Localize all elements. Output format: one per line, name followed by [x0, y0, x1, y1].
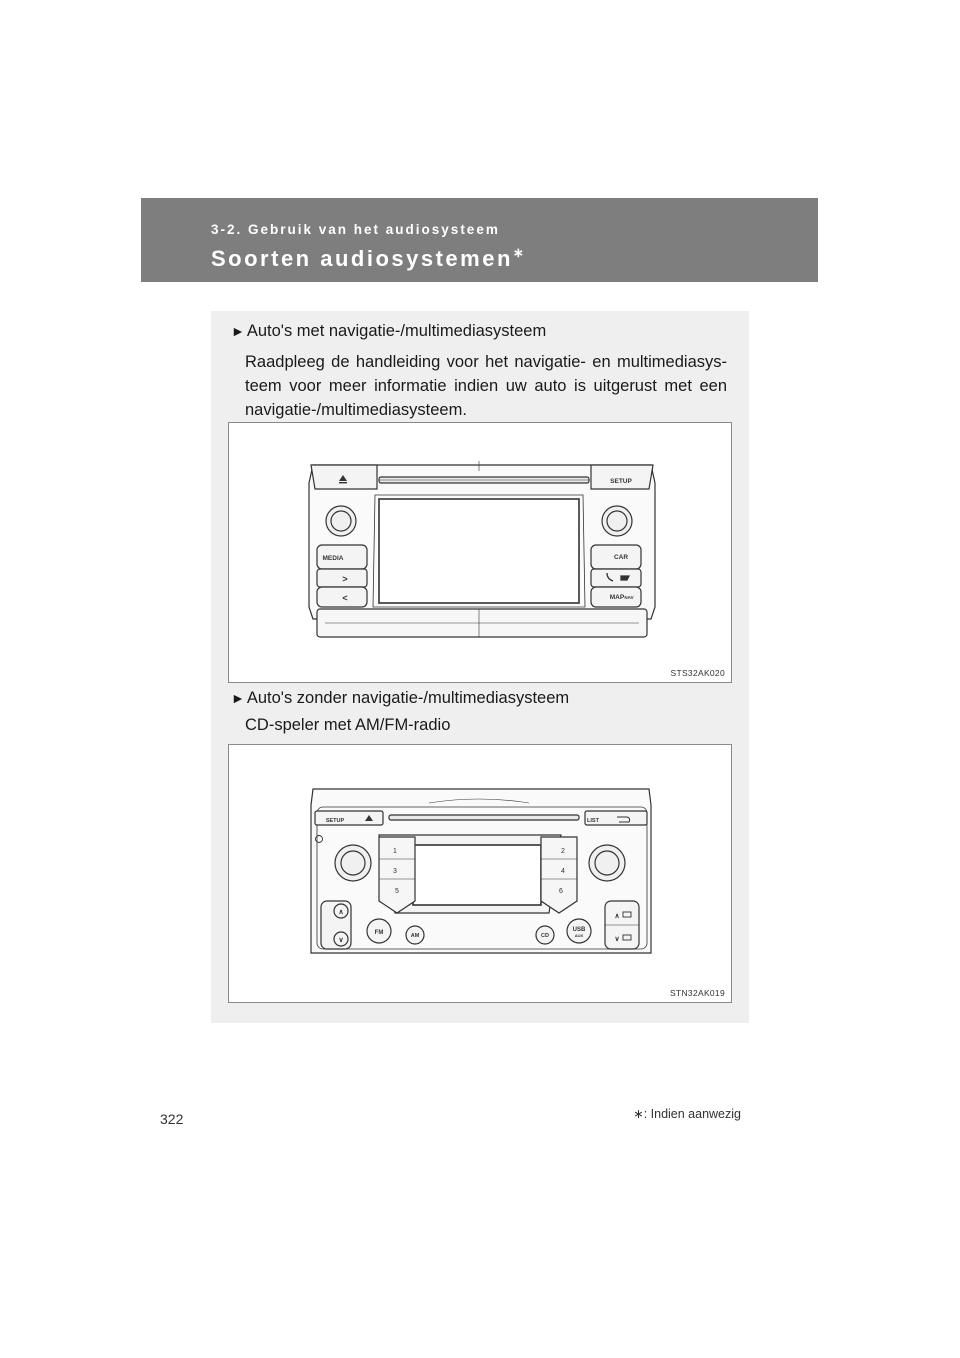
tune-up-label: ∧: [338, 909, 344, 916]
item-subheading: CD-speler met AM/FM-radio: [245, 716, 451, 734]
item-heading-navigation: [231, 322, 546, 341]
item-description: Raadpleeg de handleiding voor het navigatie- en multimediasys-teem voor meer informatie indien uw auto is uitgerust met een navigatie-/multimediasysteem.: [245, 353, 727, 419]
nav-button-label: NAV: [624, 595, 634, 600]
cd-radio-drawing: [229, 745, 731, 1002]
cd-button-label: CD: [541, 933, 549, 939]
preset-5-label: 5: [395, 888, 399, 895]
map-button-label: MAP: [609, 594, 625, 601]
preset-3-label: 3: [393, 868, 397, 875]
asterisk-mark: ∗: [512, 245, 524, 260]
figure-cd-radio-unit: [228, 744, 732, 1003]
item-heading-text: Auto's met navigatie-/multimediasysteem: [246, 322, 547, 340]
figure-navigation-unit: [228, 422, 732, 683]
section-title: 3-2. Gebruik van het audiosysteem: [211, 222, 500, 237]
item-heading-text: Auto's zonder navigatie-/multimediasysteem: [246, 689, 570, 707]
fm-button-label: FM: [374, 930, 384, 936]
figure-code: STS32AK020: [670, 668, 725, 678]
asterisk-mark: ∗: [633, 1107, 644, 1121]
footnote-text: : Indien aanwezig: [643, 1107, 741, 1121]
usb-button-label: USB: [572, 927, 586, 933]
section-header: [141, 198, 818, 282]
list-button-label: LIST: [587, 818, 599, 824]
figure-code: STN32AK019: [670, 988, 725, 998]
car-button-label: CAR: [613, 554, 629, 561]
setup-button-label: SETUP: [325, 818, 345, 824]
next-button-label: >: [342, 574, 348, 584]
page-title-text: Soorten audiosystemen: [211, 246, 513, 271]
folder-up-label: ∧: [614, 913, 620, 920]
navigation-unit-drawing: [229, 423, 731, 682]
media-button-label: MEDIA: [322, 555, 344, 562]
preset-1-label: 1: [393, 848, 397, 855]
folder-down-label: ∨: [614, 936, 620, 943]
prev-button-label: <: [342, 593, 348, 603]
footnote: [633, 1106, 741, 1121]
page-number: 322: [160, 1111, 184, 1127]
preset-2-label: 2: [561, 848, 565, 855]
page-title: [211, 245, 524, 272]
bullet-icon: ►: [231, 323, 245, 339]
aux-button-label: AUX: [574, 933, 584, 938]
tune-down-label: ∨: [338, 937, 344, 944]
preset-6-label: 6: [559, 888, 563, 895]
am-button-label: AM: [410, 933, 420, 939]
preset-4-label: 4: [561, 868, 565, 875]
item-heading-no-navigation: [231, 689, 569, 708]
bullet-icon: ►: [231, 690, 245, 706]
setup-button-label: SETUP: [610, 478, 632, 485]
